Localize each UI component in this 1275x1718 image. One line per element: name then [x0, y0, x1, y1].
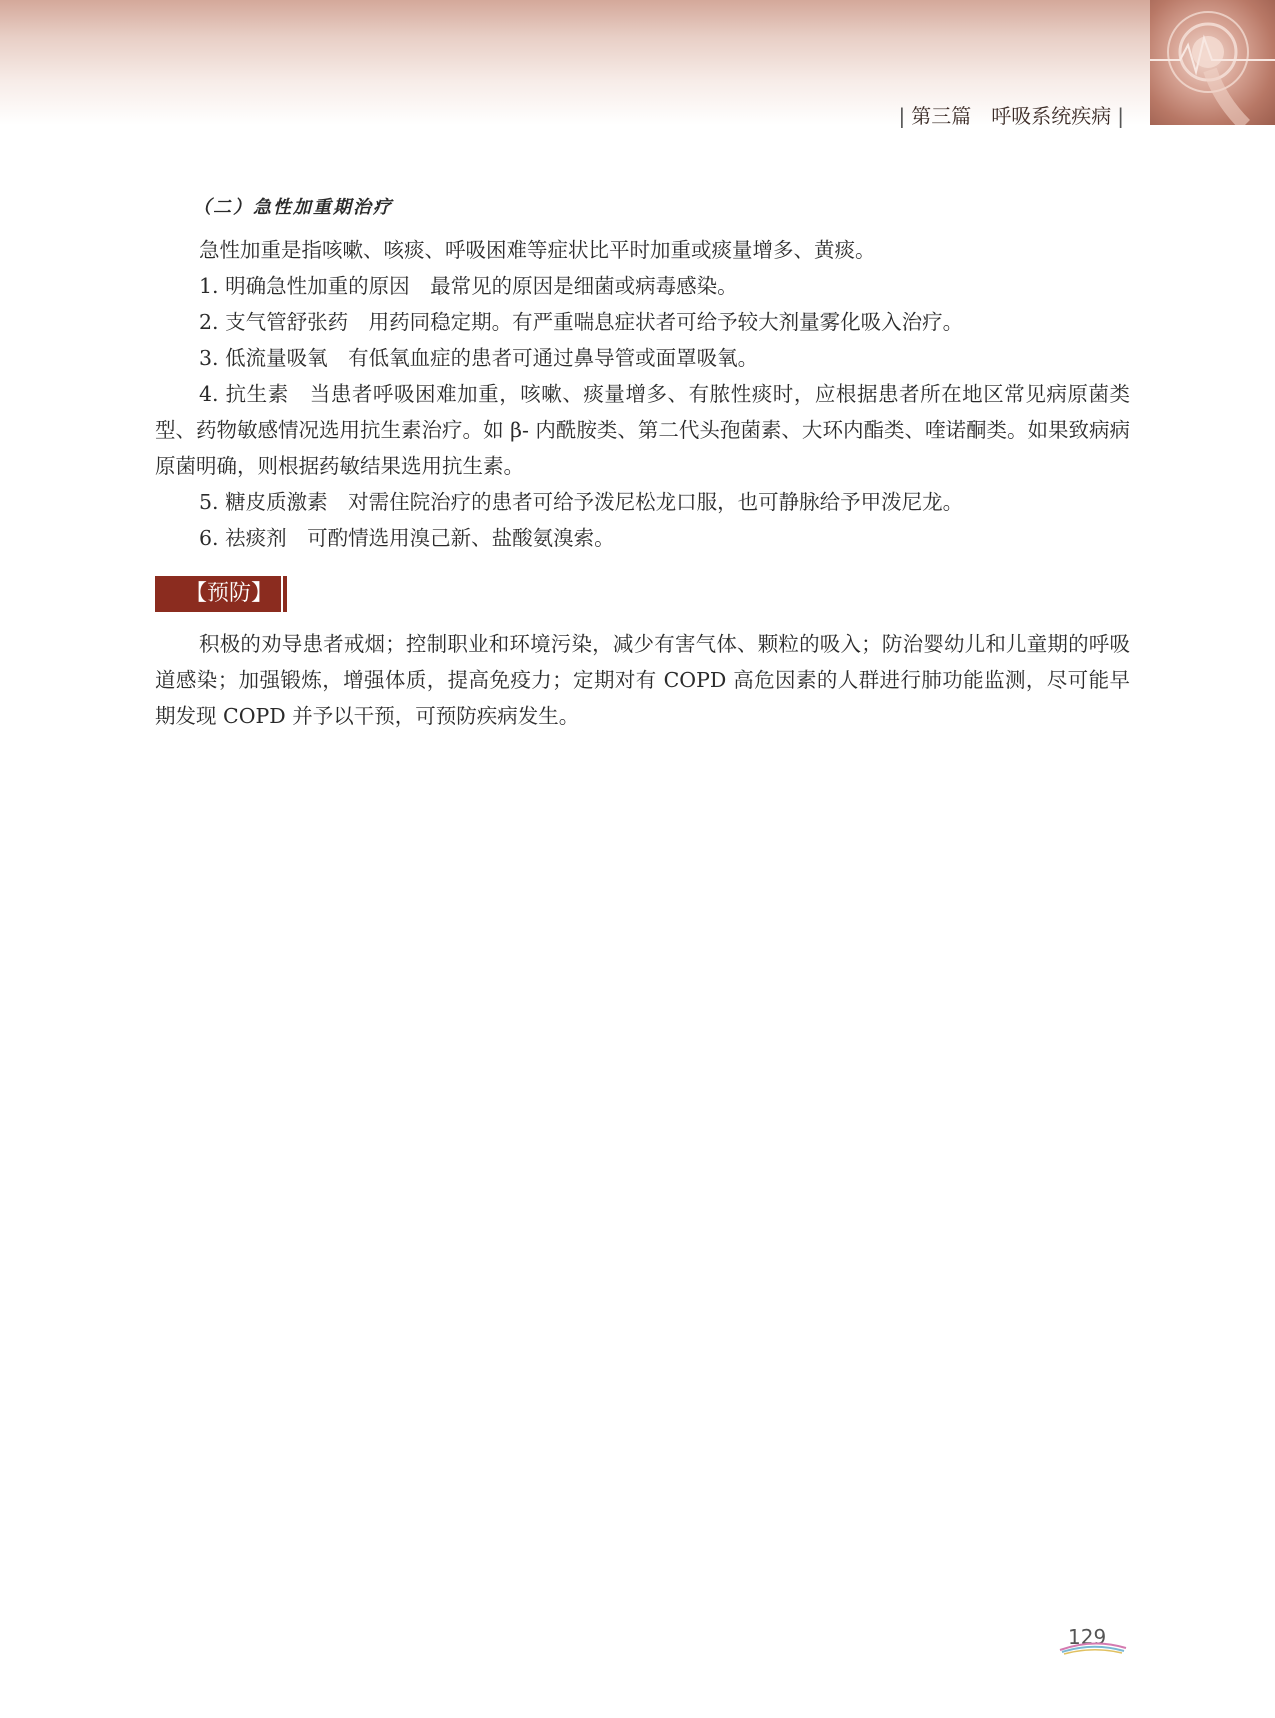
stethoscope-photo-icon [1150, 0, 1275, 125]
paragraph: 1. 明确急性加重的原因 最常见的原因是细菌或病毒感染。 [199, 274, 738, 298]
paragraph: 急性加重是指咳嗽、咳痰、呼吸困难等症状比平时加重或痰量增多、黄痰。 [199, 238, 876, 262]
paragraph: 6. 祛痰剂 可酌情选用溴己新、盐酸氨溴索。 [199, 526, 615, 550]
page-content [155, 190, 1130, 734]
paragraph: 4. 抗生素 当患者呼吸困难加重，咳嗽、痰量增多、有脓性痰时，应根据患者所在地区常见病原菌类型、药物敏感情况选用抗生素治疗。如 β- 内酰胺类、第二代头孢菌素、大环内酯类、喹诺酮类。如果致病病原菌明确，则根据药敏结果选用抗生素。 [155, 382, 1130, 478]
subheading: （二）急性加重期治疗 [193, 197, 393, 218]
paragraph: 3. 低流量吸氧 有低氧血症的患者可通过鼻导管或面罩吸氧。 [199, 346, 759, 370]
section-label-prevention: 【预防】 [155, 576, 281, 612]
header-chapter: 呼吸系统疾病 [991, 104, 1112, 128]
prevention-paragraph: 积极的劝导患者戒烟；控制职业和环境污染，减少有害气体、颗粒的吸入；防治婴幼儿和儿童期的呼吸道感染；加强锻炼，增强体质，提高免疫力；定期对有 COPD 高危因素的人群进行肺功能监测，尽可能早期发现 COPD 并予以干预，可预防疾病发生。 [155, 632, 1130, 728]
page-number-swoosh-icon [1058, 1640, 1128, 1656]
paragraph: 2. 支气管舒张药 用药同稳定期。有严重喘息症状者可给予较大剂量雾化吸入治疗。 [199, 310, 964, 334]
page-number: 129 [1068, 1625, 1107, 1649]
paragraph: 5. 糖皮质激素 对需住院治疗的患者可给予泼尼松龙口服，也可静脉给予甲泼尼龙。 [199, 490, 964, 514]
running-header: | 第三篇 呼吸系统疾病 | [898, 104, 1124, 128]
header-section: 第三篇 [911, 104, 972, 128]
